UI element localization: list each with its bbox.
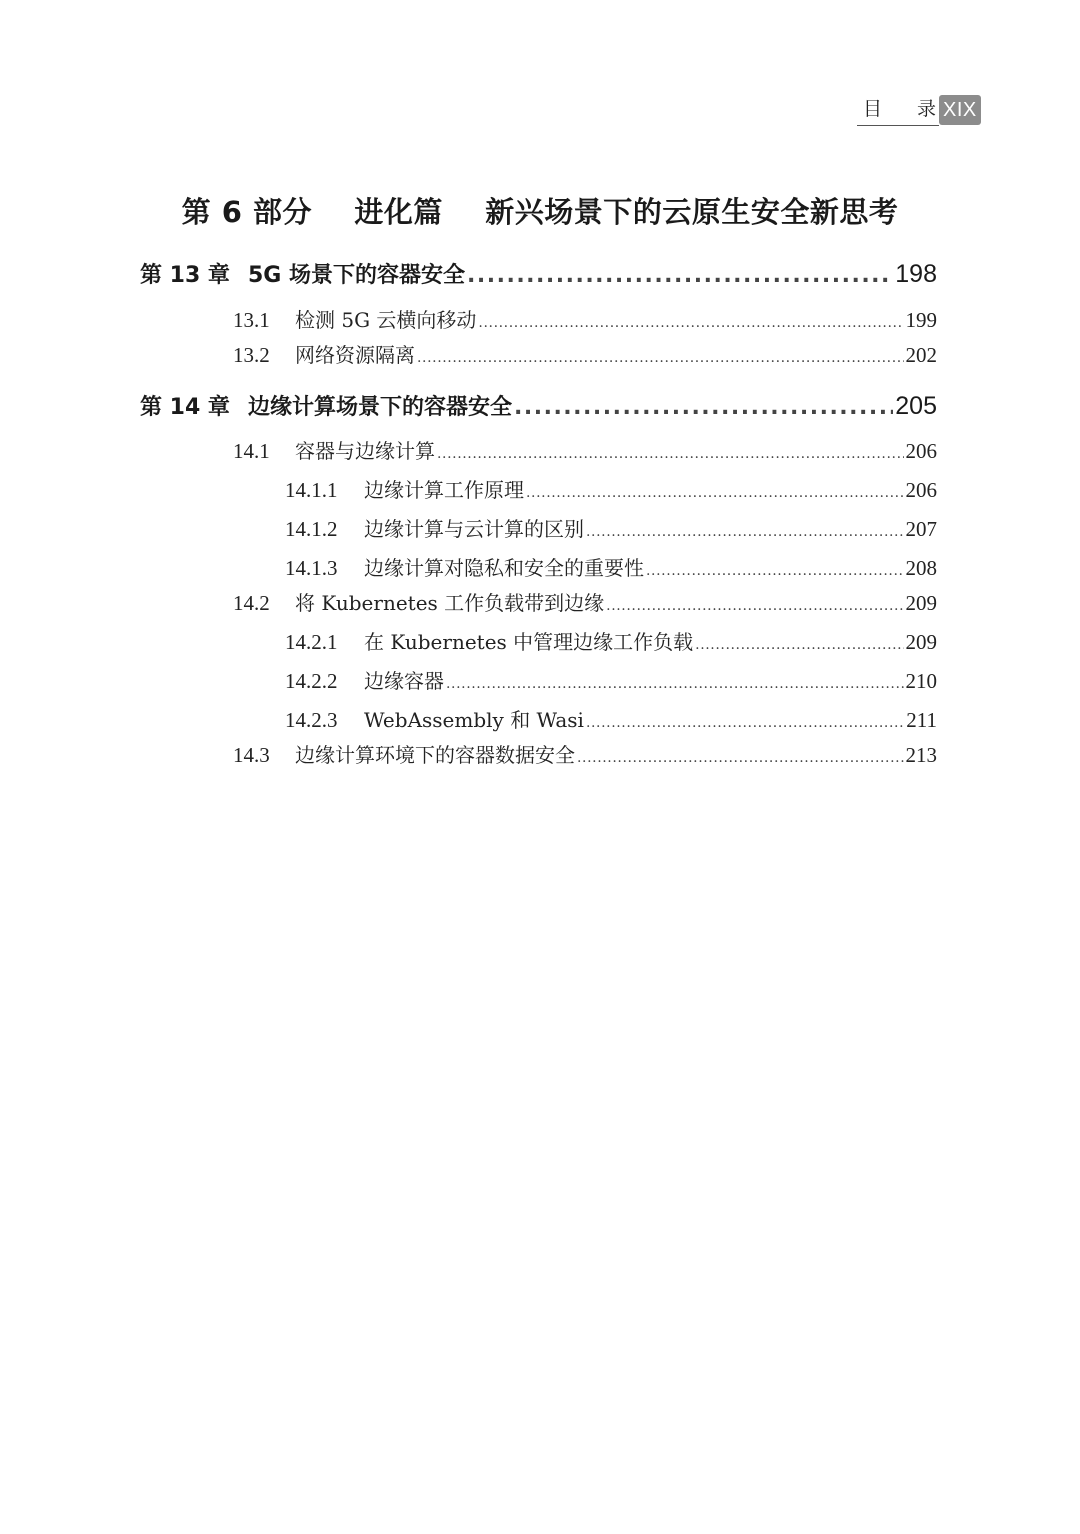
dot-leader bbox=[577, 750, 904, 766]
toc-entry-number: 14.1.2 bbox=[285, 517, 338, 541]
dot-leader bbox=[478, 315, 903, 331]
toc-entry-title: 网络资源隔离 bbox=[295, 343, 415, 367]
dot-leader bbox=[586, 715, 904, 731]
toc-entry-page: 199 bbox=[905, 308, 937, 332]
toc-entry-number: 14.1.1 bbox=[285, 478, 338, 502]
toc-entry-title: 5G 场景下的容器安全 bbox=[248, 263, 466, 288]
toc-entry-page: 213 bbox=[905, 743, 937, 767]
toc-entry-number: 13.2 bbox=[233, 343, 270, 367]
toc-entry-number: 第 13 章 bbox=[140, 263, 230, 288]
toc-entry-title: 边缘计算工作原理 bbox=[364, 478, 524, 502]
toc-section-14-2[interactable] bbox=[233, 587, 937, 616]
toc-section-14-1[interactable] bbox=[233, 435, 937, 464]
toc-subsection-14-1-2[interactable] bbox=[285, 513, 937, 542]
toc-entry-number: 14.1 bbox=[233, 439, 270, 463]
toc-entry-title: 边缘计算环境下的容器数据安全 bbox=[295, 743, 575, 767]
toc-subsection-14-2-2[interactable] bbox=[285, 665, 937, 694]
toc-entry-page: 202 bbox=[905, 343, 937, 367]
toc-chapter-14[interactable] bbox=[140, 390, 937, 421]
dot-leader bbox=[526, 485, 904, 501]
toc-entry-page: 211 bbox=[906, 708, 937, 732]
toc-entry-page: 206 bbox=[905, 478, 937, 502]
toc-entry-title: 检测 5G 云横向移动 bbox=[295, 308, 477, 332]
dot-leader bbox=[606, 598, 903, 614]
dot-leader bbox=[695, 637, 903, 653]
toc-entry-title: 容器与边缘计算 bbox=[295, 439, 435, 463]
toc-entry-number: 14.1.3 bbox=[285, 556, 338, 580]
toc-section-13-2[interactable] bbox=[233, 339, 937, 368]
toc-section-14-3[interactable] bbox=[233, 739, 937, 768]
dot-leader bbox=[417, 350, 904, 366]
toc-subsection-14-2-1[interactable] bbox=[285, 626, 937, 655]
toc-entry-page: 208 bbox=[905, 556, 937, 580]
toc-entry-page: 205 bbox=[895, 392, 937, 420]
toc-entry-number: 14.2.1 bbox=[285, 630, 338, 654]
toc-entry-page: 210 bbox=[905, 669, 937, 693]
toc-entry-title: 边缘计算场景下的容器安全 bbox=[248, 395, 513, 420]
dot-leader bbox=[586, 524, 904, 540]
toc-entry-page: 209 bbox=[905, 630, 937, 654]
toc-entry-number: 14.2.2 bbox=[285, 669, 338, 693]
toc-entry-page: 206 bbox=[905, 439, 937, 463]
toc-entry-title: WebAssembly 和 Wasi bbox=[364, 708, 584, 732]
toc-entry-title: 边缘计算与云计算的区别 bbox=[364, 517, 584, 541]
toc-entry-title: 将 Kubernetes 工作负载带到边缘 bbox=[295, 591, 605, 615]
toc-section-13-1[interactable] bbox=[233, 304, 937, 333]
toc-chapter-13[interactable] bbox=[140, 258, 937, 289]
running-header-title bbox=[857, 94, 939, 126]
toc-entry-number: 第 14 章 bbox=[140, 395, 230, 420]
toc-entry-page: 209 bbox=[905, 591, 937, 615]
page-header bbox=[857, 94, 981, 126]
dot-leader bbox=[467, 263, 893, 288]
dot-leader bbox=[646, 563, 904, 579]
dot-leader bbox=[514, 395, 893, 420]
toc-entry-number: 13.1 bbox=[233, 308, 270, 332]
toc-entry-title: 边缘计算对隐私和安全的重要性 bbox=[364, 556, 644, 580]
toc-entry-number: 14.3 bbox=[233, 743, 270, 767]
part-title: 第 6 部分 进化篇 新兴场景下的云原生安全新思考 bbox=[181, 195, 899, 229]
dot-leader bbox=[437, 446, 904, 462]
toc-entry-title: 在 Kubernetes 中管理边缘工作负载 bbox=[364, 630, 694, 654]
toc-subsection-14-1-1[interactable] bbox=[285, 474, 937, 503]
header-label-right: 录 bbox=[916, 98, 936, 120]
toc-subsection-14-2-3[interactable] bbox=[285, 704, 937, 733]
toc-entry-number: 14.2 bbox=[233, 591, 270, 615]
toc-subsection-14-1-3[interactable] bbox=[285, 552, 937, 581]
header-label-left: 目 bbox=[863, 98, 883, 120]
toc-entry-page: 207 bbox=[905, 517, 937, 541]
dot-leader bbox=[446, 676, 904, 692]
toc-entry-title: 边缘容器 bbox=[364, 669, 444, 693]
page-number-badge: XIX bbox=[939, 95, 981, 125]
toc-entry-page: 198 bbox=[895, 260, 937, 288]
toc-entry-number: 14.2.3 bbox=[285, 708, 338, 732]
